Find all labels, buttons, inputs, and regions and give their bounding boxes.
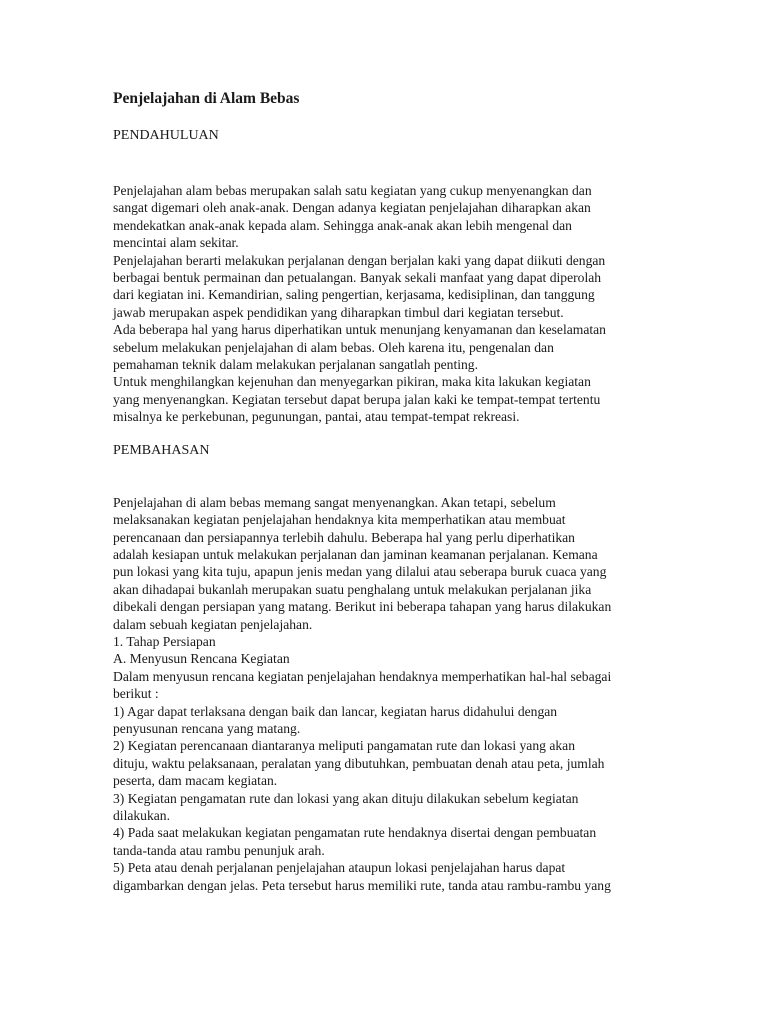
text-line: Penjelajahan di alam bebas memang sangat menyenangkan. Akan tetapi, sebelum [113,494,556,510]
text-line: Untuk menghilangkan kejenuhan dan menyegarkan pikiran, maka kita lakukan kegiatan [113,374,591,390]
text-line: 4) Pada saat melakukan kegiatan pengamatan rute hendaknya disertai dengan pembuatan [113,825,597,841]
text-line: berbagai bentuk permainan dan petualangan. Banyak sekali manfaat yang dapat diperolah [113,270,602,286]
text-line: adalah kesiapan untuk melakukan perjalanan dan jaminan keamanan perjalanan. Kemana [113,546,598,562]
text-line: pun lokasi yang kita tuju, apapun jenis medan yang dilalui atau seberapa buruk cuaca yang [113,564,607,580]
text-line: sangat digemari oleh anak-anak. Dengan adanya kegiatan penjelajahan diharapkan akan [113,200,591,216]
text-line: dalam sebuah kegiatan penjelajahan. [113,616,313,632]
text-line: yang menyenangkan. Kegiatan tersebut dapat berupa jalan kaki ke tempat-tempat tertentu [113,391,601,407]
text-line: 1. Tahap Persiapan [113,633,216,649]
text-line: Penjelajahan alam bebas merupakan salah satu kegiatan yang cukup menyenangkan dan [113,183,592,198]
text-line: tanda-tanda atau rambu penunjuk arah. [113,842,325,858]
text-line: dibekali dengan persiapan yang matang. Berikut ini beberapa tahapan yang harus dilakukan [113,599,612,615]
text-line: digambarkan dengan jelas. Peta tersebut harus memiliki rute, tanda atau rambu-rambu yang [113,877,611,893]
text-line: perencanaan dan persiapannya terlebih dahulu. Beberapa hal yang perlu diperhatikan [113,529,575,545]
text-line: 3) Kegiatan pengamatan rute dan lokasi yang akan dituju dilakukan sebelum kegiatan [113,790,579,806]
text-line: berikut : [113,686,159,702]
text-line: Dalam menyusun rencana kegiatan penjelajahan hendaknya memperhatikan hal-hal sebagai [113,668,612,684]
text-line: pemahaman teknik dalam melakukan perjalanan sangatlah penting. [113,357,479,373]
text-line: akan dihadapai bukanlah merupakan suatu penghalang untuk melakukan perjalanan jika [113,581,592,597]
text-line: sebelum melakukan penjelajahan di alam bebas. Oleh karena itu, pengenalan dan [113,339,554,355]
text-line: 1) Agar dapat terlaksana dengan baik dan lancar, kegiatan harus didahului dengan [113,703,558,719]
text-line: 2) Kegiatan perencanaan diantaranya meliputi pangamatan rute dan lokasi yang akan [113,738,575,754]
text-line: dilakukan. [113,808,171,823]
document-title: Penjelajahan di Alam Bebas [113,90,300,107]
text-line: A. Menyusun Rencana Kegiatan [113,651,290,667]
section-body-pendahuluan [113,182,668,426]
text-line: Penjelajahan berarti melakukan perjalanan dengan berjalan kaki yang dapat diikuti dengan [113,252,606,268]
text-line: peserta, dam macam kegiatan. [113,773,278,789]
text-line: mencintai alam sekitar. [113,235,239,251]
section-heading-pendahuluan: PENDAHULUAN [113,128,219,143]
text-line: 5) Peta atau denah perjalanan penjelajahan ataupun lokasi penjelajahan harus dapat [113,860,566,876]
text-line: misalnya ke perkebunan, pegunungan, pantai, atau tempat-tempat rekreasi. [113,409,520,425]
text-line: penyusunan rencana yang matang. [113,720,301,736]
section-heading-pembahasan: PEMBAHASAN [113,442,210,458]
text-line: jawab merupakan aspek pendidikan yang diharapkan timbul dari kegiatan tersebut. [113,304,564,320]
text-line: Ada beberapa hal yang harus diperhatikan untuk menunjang kenyamanan dan keselamatan [113,322,606,338]
text-line: dari kegiatan ini. Kemandirian, saling pengertian, kerjasama, kedisiplinan, dan tanggung [113,287,595,303]
section-body-pembahasan [113,494,668,894]
text-line: mendekatkan anak-anak kepada alam. Sehingga anak-anak akan lebih mengenal dan [113,217,572,233]
text-line: melaksanakan kegiatan penjelajahan hendaknya kita memperhatikan atau membuat [113,512,566,528]
text-line: dituju, waktu pelaksanaan, peralatan yang dibutuhkan, pembuatan denah atau peta, jumlah [113,755,605,771]
